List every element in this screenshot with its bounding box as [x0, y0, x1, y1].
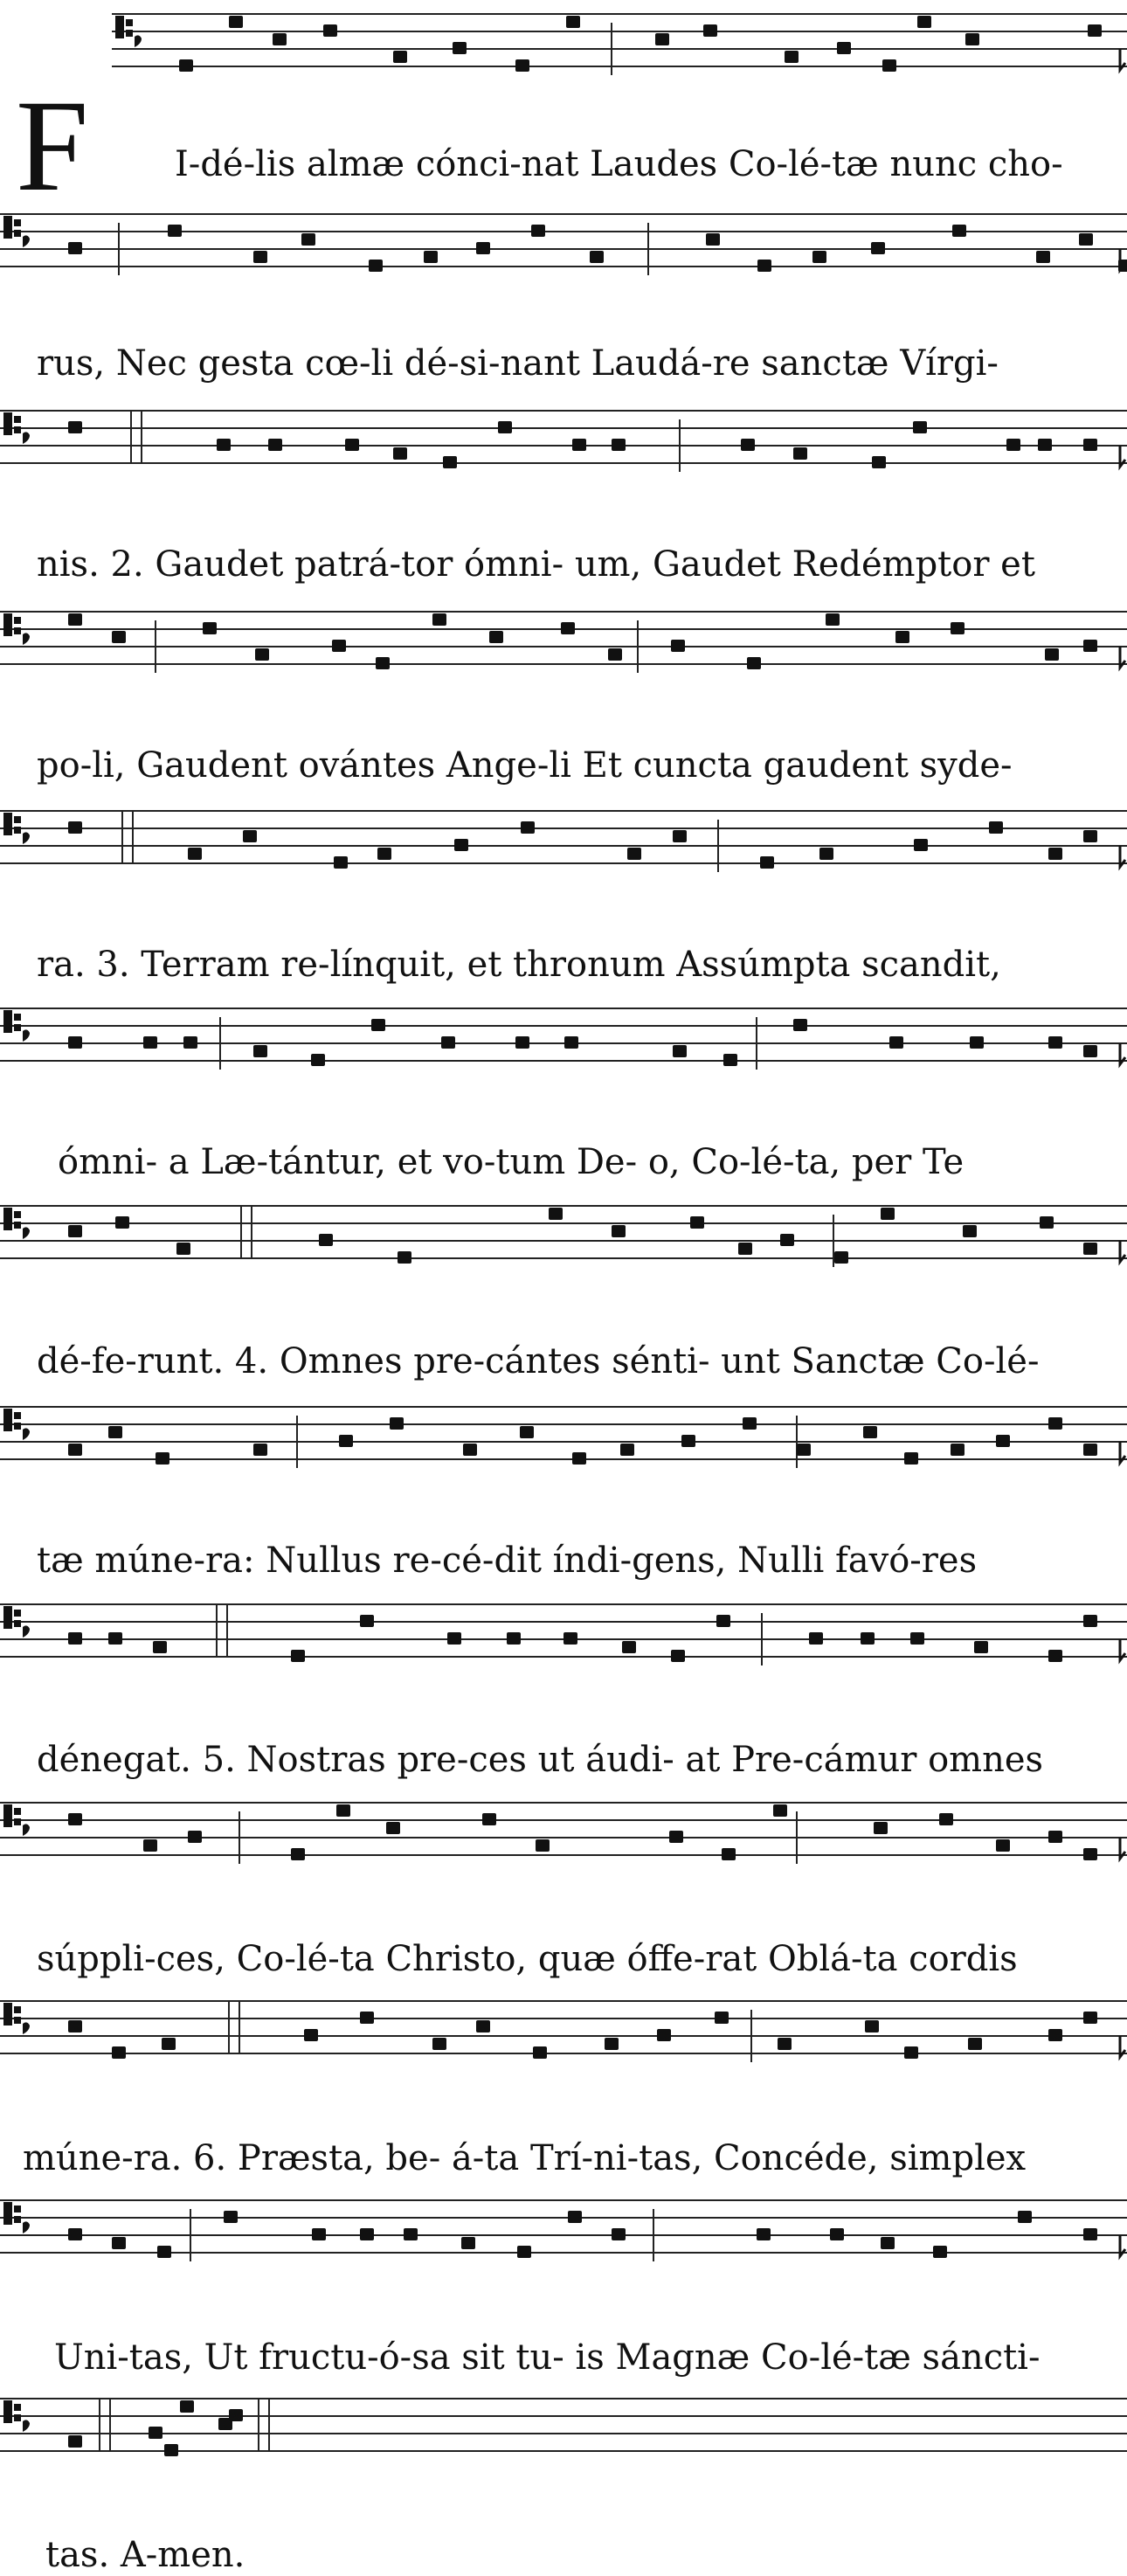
neume-note	[1083, 1243, 1097, 1255]
neume-note	[476, 242, 490, 254]
neume-note	[371, 1019, 385, 1031]
neume-note	[1079, 233, 1093, 246]
neume-note	[360, 1615, 374, 1627]
neume-note	[253, 1045, 267, 1057]
neume-note	[881, 1208, 895, 1220]
neume-note	[657, 2029, 671, 2041]
neume-note	[447, 1632, 461, 1645]
neume-note	[336, 1804, 350, 1817]
lyric-line: ómni- a Læ-tántur, et vo-tum De- o, Co-lé-ta, per Te	[58, 1142, 965, 1182]
neume-note	[917, 16, 931, 28]
neume-note	[68, 613, 82, 626]
neume-note	[1048, 1036, 1062, 1049]
neume-note	[476, 2020, 490, 2032]
neume-note	[188, 1831, 202, 1843]
neume-note	[332, 640, 346, 652]
lyric-line: rus, Nec gesta cœ-li dé-si-nant Laudá-re sanctæ Vírgi-	[37, 343, 999, 384]
neume-note	[549, 1208, 563, 1220]
neume-note	[564, 1036, 578, 1049]
neume-note	[673, 1045, 687, 1057]
neume-note	[778, 2038, 792, 2050]
neume-note	[1083, 1444, 1097, 1456]
neume-note	[498, 421, 512, 433]
neume-note	[872, 456, 886, 468]
neume-note	[188, 848, 202, 860]
neume-note	[243, 830, 257, 842]
neume-note	[608, 648, 622, 661]
neume-note	[156, 1452, 169, 1465]
neume-note	[517, 2246, 531, 2258]
neume-note	[1036, 251, 1050, 263]
neume-note	[68, 242, 82, 254]
neume-note	[996, 1435, 1010, 1447]
neume-note	[605, 2038, 619, 2050]
neume-note	[224, 2211, 238, 2223]
neume-note	[312, 2228, 326, 2240]
neume-note	[963, 1225, 977, 1237]
neume-note	[454, 839, 468, 851]
neume-note	[536, 1839, 550, 1852]
neume-note	[68, 821, 82, 834]
neume-note	[1083, 1848, 1097, 1860]
neume-note	[441, 1036, 455, 1049]
lyric-line: súppli-ces, Co-lé-ta Christo, quæ óffe-rat Oblá-ta cordis	[37, 1939, 1018, 1979]
neume-note	[715, 2012, 729, 2024]
neume-note	[951, 622, 965, 634]
neume-note	[461, 2237, 475, 2249]
neume-note	[301, 233, 315, 246]
neume-note	[622, 1641, 636, 1653]
neume-note	[1088, 24, 1102, 37]
neume-note	[143, 1839, 157, 1852]
neume-note	[323, 24, 337, 37]
neume-note	[863, 1426, 877, 1438]
neume-note	[812, 251, 826, 263]
neume-note	[741, 439, 755, 451]
neume-note	[620, 1444, 634, 1456]
lyric-line: tæ múne-ra: Nullus re-cé-dit índi-gens, Nulli favó-res	[37, 1541, 978, 1581]
neume-note	[463, 1444, 477, 1456]
neume-note	[1045, 648, 1059, 661]
neume-note	[671, 640, 685, 652]
neume-note	[681, 1435, 695, 1447]
neume-note	[793, 1019, 807, 1031]
neume-note	[1118, 260, 1127, 272]
neume-note	[773, 1804, 787, 1817]
neume-note	[785, 51, 799, 63]
neume-note	[393, 447, 407, 460]
lyric-line: tas. A-men.	[45, 2535, 245, 2575]
neume-note	[520, 1426, 534, 1438]
neume-note	[561, 622, 575, 634]
neume-note	[162, 2038, 176, 2050]
neume-note	[882, 59, 896, 72]
neume-note	[669, 1831, 683, 1843]
neume-note	[1006, 439, 1020, 451]
neume-note	[671, 1650, 685, 1662]
neume-note	[989, 821, 1003, 834]
neume-note	[895, 631, 909, 643]
neume-note	[393, 51, 407, 63]
neume-note	[871, 242, 885, 254]
neume-note	[108, 1426, 122, 1438]
neume-note	[819, 848, 833, 860]
neume-note	[797, 1444, 811, 1456]
neume-note	[369, 260, 383, 272]
neume-note	[489, 631, 503, 643]
neume-note	[747, 657, 761, 669]
neume-note	[722, 1848, 736, 1860]
neume-note	[564, 1632, 577, 1645]
neume-note	[968, 2038, 982, 2050]
neume-note	[179, 59, 193, 72]
neume-note	[874, 1822, 888, 1834]
neume-note	[377, 848, 391, 860]
neume-note	[1048, 2029, 1062, 2041]
neume-note	[291, 1848, 305, 1860]
neume-note	[68, 1036, 82, 1049]
neume-note	[112, 631, 126, 643]
neume-note	[521, 821, 535, 834]
neume-note	[482, 1813, 496, 1825]
neume-note	[432, 613, 446, 626]
neume-note	[826, 613, 840, 626]
neume-note	[913, 421, 927, 433]
neume-note	[386, 1822, 400, 1834]
neume-note	[108, 1632, 122, 1645]
neume-note	[533, 2046, 547, 2059]
lyric-line: Uni-tas, Ut fructu-ó-sa sit tu- is Magnæ Co-lé-tæ sáncti-	[54, 2337, 1041, 2378]
neume-note	[376, 657, 390, 669]
neume-note	[1083, 439, 1097, 451]
neume-note	[334, 856, 348, 869]
neume-note	[398, 1251, 411, 1264]
neume-note	[360, 2228, 374, 2240]
neume-note	[910, 1632, 924, 1645]
neume-note	[914, 839, 928, 851]
neume-note	[904, 1452, 918, 1465]
neume-note	[690, 1216, 704, 1229]
neume-note	[757, 260, 771, 272]
neume-note	[1083, 830, 1097, 842]
neume-note	[253, 1444, 267, 1456]
neume-note	[153, 1641, 167, 1653]
neume-note	[183, 1036, 197, 1049]
neume-note	[1083, 640, 1097, 652]
neume-note	[176, 1243, 190, 1255]
neume-note	[965, 33, 979, 45]
neume-note	[590, 251, 604, 263]
lyric-line: ra. 3. Terram re-línquit, et thronum Assúmpta scandit,	[37, 945, 1001, 985]
neume-note	[164, 2444, 178, 2456]
neume-note	[157, 2246, 171, 2258]
neume-note	[1018, 2211, 1032, 2223]
neume-note	[566, 16, 580, 28]
neume-note	[809, 1632, 823, 1645]
neume-note	[424, 251, 438, 263]
neume-note	[268, 439, 282, 451]
neume-note	[229, 16, 243, 28]
neume-note	[1048, 1650, 1062, 1662]
neume-note	[432, 2038, 446, 2050]
neume-note	[404, 2228, 418, 2240]
neume-note	[339, 1435, 353, 1447]
neume-note	[738, 1243, 752, 1255]
lyric-line: dé-fe-runt. 4. Omnes pre-cántes sénti- unt Sanctæ Co-lé-	[37, 1341, 1040, 1381]
neume-note	[627, 848, 641, 860]
neume-note	[612, 439, 626, 451]
neume-note	[760, 856, 774, 869]
neume-note	[703, 24, 717, 37]
neume-note	[143, 1036, 157, 1049]
neume-note	[568, 2211, 582, 2223]
neume-note	[1083, 2012, 1097, 2024]
neume-note	[951, 1444, 965, 1456]
neume-note	[974, 1641, 988, 1653]
neume-note	[834, 1251, 848, 1264]
neume-note	[865, 2020, 879, 2032]
neume-note	[780, 1234, 794, 1246]
neume-note	[115, 1216, 129, 1229]
neume-note	[255, 648, 269, 661]
neume-note	[273, 33, 287, 45]
neume-note	[970, 1036, 984, 1049]
neume-note	[793, 447, 807, 460]
neume-note	[319, 1234, 333, 1246]
neume-note	[68, 421, 82, 433]
neume-note	[1083, 1615, 1097, 1627]
neume-note	[743, 1417, 757, 1430]
neume-note	[830, 2228, 844, 2240]
neume-note	[515, 1036, 529, 1049]
neume-note	[837, 42, 851, 54]
neume-note	[655, 33, 669, 45]
neume-note	[861, 1632, 875, 1645]
neume-note	[68, 1632, 82, 1645]
neume-note	[1048, 848, 1062, 860]
neume-note	[572, 1452, 586, 1465]
neume-note	[149, 2427, 162, 2439]
neume-note	[112, 2046, 126, 2059]
neume-note	[68, 1444, 82, 1456]
neume-note	[443, 456, 457, 468]
neume-note	[706, 233, 720, 246]
neume-note	[1048, 1831, 1062, 1843]
lyric-line: dénegat. 5. Nostras pre-ces ut áudi- at Pre-cámur omnes	[37, 1740, 1044, 1780]
neume-note	[1048, 1417, 1062, 1430]
neume-note	[304, 2029, 318, 2041]
neume-note	[952, 225, 966, 237]
neume-note	[572, 439, 586, 451]
neume-note	[1083, 1045, 1097, 1057]
neume-note	[531, 225, 545, 237]
neume-note	[673, 830, 687, 842]
neume-note	[996, 1839, 1010, 1852]
neume-note	[168, 225, 182, 237]
lyric-line: po-li, Gaudent ovántes Ange-li Et cuncta gaudent syde-	[37, 745, 1013, 786]
neume-note	[515, 59, 529, 72]
neume-note	[68, 1813, 82, 1825]
neume-note	[217, 439, 231, 451]
neume-note	[229, 2409, 243, 2421]
neume-note	[291, 1650, 305, 1662]
neume-note	[68, 2435, 82, 2448]
drop-cap-initial: F	[16, 73, 89, 218]
neume-note	[203, 622, 217, 634]
neume-note	[311, 1054, 325, 1066]
lyric-line: nis. 2. Gaudet patrá-tor ómni- um, Gaudet Redémptor et	[37, 544, 1035, 585]
neume-note	[757, 2228, 771, 2240]
neume-note	[68, 2020, 82, 2032]
neume-note	[1040, 1216, 1054, 1229]
neume-note	[723, 1054, 737, 1066]
neume-note	[360, 2012, 374, 2024]
neume-note	[612, 1225, 626, 1237]
neume-note	[889, 1036, 903, 1049]
lyric-line: I-dé-lis almæ cónci-nat Laudes Co-lé-tæ nunc cho-	[175, 144, 1063, 184]
neume-note	[68, 1225, 82, 1237]
neume-note	[716, 1615, 730, 1627]
neume-note	[345, 439, 359, 451]
neume-note	[1038, 439, 1052, 451]
neume-note	[68, 2228, 82, 2240]
neume-note	[612, 2228, 626, 2240]
lyric-line: múne-ra. 6. Præsta, be- á-ta Trí-ni-tas, Concéde, simplex	[23, 2138, 1027, 2178]
neume-note	[933, 2246, 947, 2258]
neume-note	[904, 2046, 918, 2059]
neume-note	[939, 1813, 953, 1825]
neume-note	[180, 2400, 194, 2413]
neume-note	[112, 2237, 126, 2249]
neume-note	[881, 2237, 895, 2249]
neume-note	[507, 1632, 521, 1645]
neume-note	[1083, 2228, 1097, 2240]
neume-note	[453, 42, 467, 54]
neume-note	[253, 251, 267, 263]
neume-note	[390, 1417, 404, 1430]
